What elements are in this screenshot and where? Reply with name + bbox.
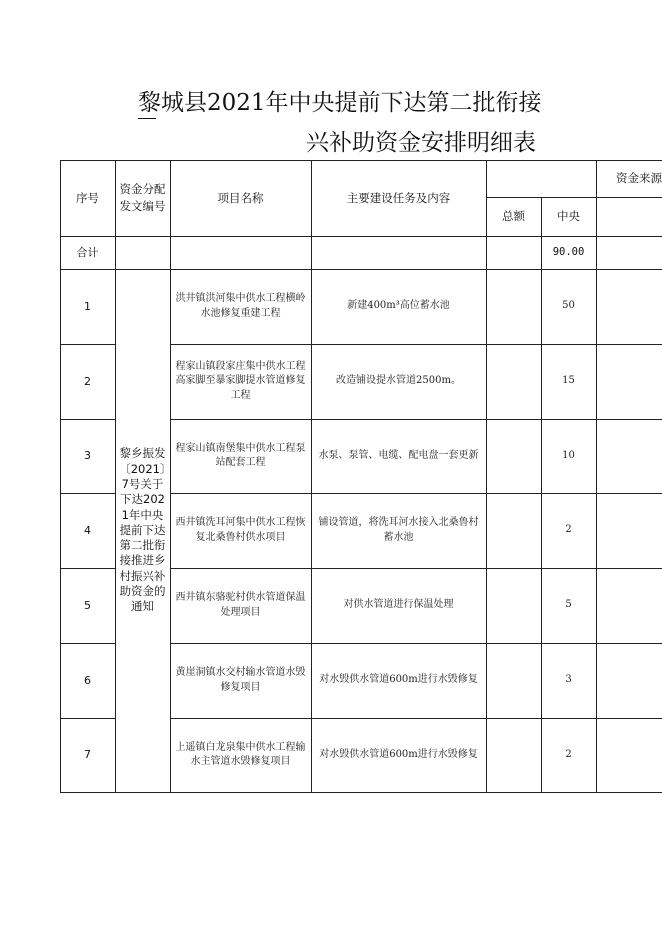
row-task: 对水毁供水管道600m进行水毁修复: [319, 748, 478, 760]
row-project-name: 程家山镇段家庄集中供水工程高家脚至暴家脚提水管道修复工程: [175, 360, 306, 401]
row-no: 1: [84, 299, 91, 313]
header-no: 序号: [76, 190, 99, 205]
row-no: 5: [84, 598, 91, 612]
summary-central: 90.00: [552, 245, 585, 258]
row-project-name: 西井镇东骆驼村供水管道保温处理项目: [175, 592, 306, 618]
row-task: 对供水管道进行保温处理: [343, 599, 454, 611]
row-central: 5: [565, 599, 572, 611]
header-task: 主要建设任务及内容: [346, 190, 451, 205]
header-fund-source: 资金来源: [616, 171, 662, 186]
row-task: 铺设管道，将洗耳河水接入北桑鲁村蓄水池: [318, 517, 479, 543]
row-task: 改造铺设提水管道2500m。: [336, 375, 461, 387]
page-subtitle: 兴补助资金安排明细表: [306, 130, 536, 156]
row-no: 4: [84, 523, 91, 537]
grid-line: [486, 160, 487, 793]
row-task: 水泵、泵管、电缆、配电盘一套更新: [318, 449, 479, 461]
row-central: 2: [565, 524, 572, 536]
row-central: 15: [562, 375, 575, 387]
header-central: 中央: [557, 209, 580, 224]
header-project-name: 项目名称: [217, 190, 264, 205]
row-project-name: 程家山镇南堡集中供水工程泵站配套工程: [175, 442, 306, 468]
row-project-name: 上遥镇白龙泉集中供水工程输水主管道水毁修复项目: [175, 741, 306, 767]
title-underline: [138, 118, 156, 119]
row-no: 7: [84, 748, 91, 762]
header-doc-number: 资金分配发文编号: [119, 182, 166, 213]
row-project-name: 洪井镇洪河集中供水工程横岭水池修复重建工程: [175, 293, 306, 319]
summary-label: 合计: [76, 245, 99, 259]
row-central: 10: [562, 449, 575, 461]
row-project-name: 西井镇洗耳河集中供水工程恢复北桑鲁村供水项目: [175, 517, 306, 543]
row-central: 2: [565, 748, 572, 760]
doc-number-cell: 黎乡振发〔2021〕7号关于下达2021年中央提前下达第二批衔接推进乡村振兴补助资金的通知: [119, 446, 166, 614]
row-task: 对水毁供水管道600m进行水毁修复: [319, 674, 478, 686]
header-total: 总额: [502, 209, 525, 224]
allocation-table: [60, 160, 662, 793]
grid-line: [60, 792, 662, 793]
row-no: 6: [84, 673, 91, 687]
row-central: 50: [562, 300, 575, 312]
row-task: 新建400m³高位蓄水池: [347, 300, 450, 312]
row-no: 3: [84, 449, 91, 463]
row-project-name: 黄崖洞镇水交村输水管道水毁修复项目: [175, 667, 306, 693]
row-central: 3: [565, 674, 572, 686]
grid-line: [596, 160, 597, 793]
row-no: 2: [84, 374, 91, 388]
page-title: 黎城县2021年中央提前下达第二批衔接: [138, 90, 542, 116]
